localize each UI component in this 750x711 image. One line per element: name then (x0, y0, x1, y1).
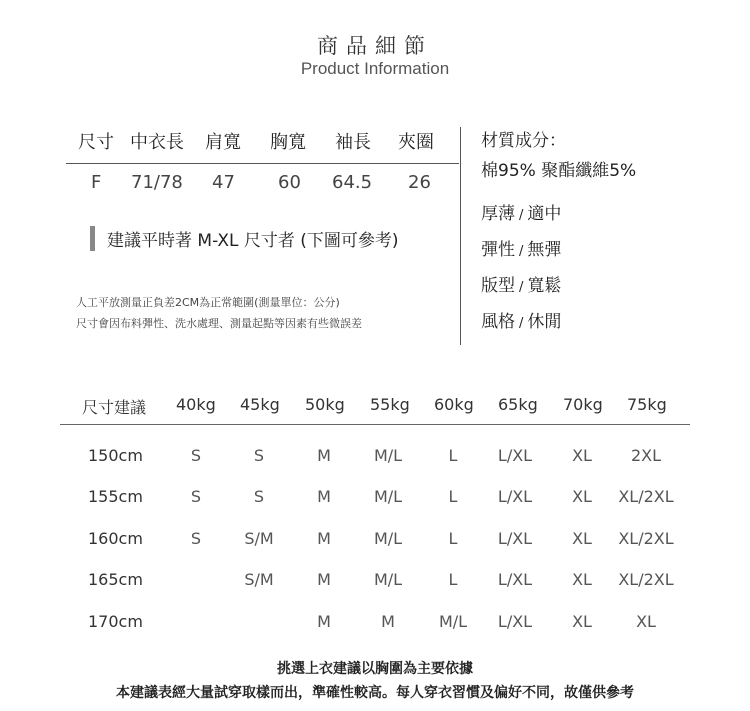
measure-val-sleeve: 64.5 (332, 172, 373, 193)
measure-val-shoulder: 47 (212, 172, 235, 193)
size-cell: L (448, 446, 458, 465)
size-header-70: 70kg (563, 395, 603, 414)
size-table-divider (60, 424, 690, 425)
measure-header-row (0, 128, 460, 156)
recommend-marker (90, 226, 95, 251)
size-cell: M (317, 446, 331, 465)
size-cell: L (448, 487, 458, 506)
attr-elasticity: 彈性 / 無彈 (481, 240, 562, 260)
size-cell: XL (636, 612, 656, 631)
size-row-height: 170cm (88, 612, 143, 631)
size-cell: L/XL (497, 612, 533, 631)
size-cell: 2XL (630, 446, 662, 465)
size-row-height: 150cm (88, 446, 143, 465)
measure-col-size: 尺寸 (78, 132, 114, 153)
measure-val-length: 71/78 (131, 172, 183, 193)
size-cell: L (448, 529, 458, 548)
measure-note-1: 人工平放測量正負差2CM為正常範圍(測量單位：公分) (76, 296, 340, 309)
size-cell: XL (572, 612, 592, 631)
size-cell: M (317, 529, 331, 548)
size-cell: L/XL (497, 570, 533, 589)
size-cell: XL (572, 487, 592, 506)
measure-val-armhole: 26 (408, 172, 431, 193)
attr-elasticity-value: 無彈 (527, 240, 562, 260)
attr-thickness-label: 厚薄 (481, 204, 515, 224)
table-row (0, 529, 750, 551)
section-divider (460, 127, 461, 345)
table-row (0, 446, 750, 468)
attr-thickness: 厚薄 / 適中 (481, 204, 562, 224)
size-cell: M (317, 612, 331, 631)
size-cell: L (448, 570, 458, 589)
size-header-60: 60kg (434, 395, 474, 414)
measure-val-size: F (91, 172, 102, 193)
size-cell: S (190, 446, 202, 465)
size-cell: XL/2XL (618, 487, 674, 506)
measure-col-sleeve: 袖長 (335, 132, 371, 153)
attr-style-value: 休閒 (527, 312, 562, 332)
size-header-45: 45kg (240, 395, 280, 414)
size-header-50: 50kg (305, 395, 345, 414)
size-header-label: 尺寸建議 (82, 398, 147, 417)
size-cell: M (381, 612, 395, 631)
size-table-header (0, 395, 750, 419)
material-label: 材質成分： (481, 131, 566, 151)
attr-style-label: 風格 (481, 312, 515, 332)
size-row-height: 165cm (88, 570, 143, 589)
size-cell: M/L (373, 487, 403, 506)
size-row-height: 155cm (88, 487, 143, 506)
measure-value-row (0, 172, 460, 198)
measure-col-armhole: 夾圈 (398, 132, 434, 153)
measure-col-length: 中衣長 (130, 132, 184, 153)
size-cell: S (253, 487, 265, 506)
attr-elasticity-label: 彈性 (481, 240, 515, 260)
size-cell: M/L (373, 570, 403, 589)
size-cell: L/XL (497, 529, 533, 548)
table-row (0, 487, 750, 509)
footer-line-2: 本建議表經大量試穿取樣而出，準確性較高。每人穿衣習慣及偏好不同，故僅供參考 (116, 685, 634, 701)
size-cell: XL/2XL (618, 570, 674, 589)
size-header-40: 40kg (176, 395, 216, 414)
attr-thickness-value: 適中 (527, 204, 562, 224)
size-cell: L/XL (497, 487, 533, 506)
size-cell: M (317, 570, 331, 589)
page-title: 商品細節 (317, 34, 433, 58)
size-cell: XL (572, 446, 592, 465)
attr-fit: 版型 / 寬鬆 (481, 276, 562, 296)
attr-fit-value: 寬鬆 (527, 276, 562, 296)
size-cell: XL/2XL (618, 529, 674, 548)
size-header-75: 75kg (627, 395, 667, 414)
measure-val-chest: 60 (278, 172, 301, 193)
size-cell: M/L (373, 446, 403, 465)
size-cell: S (253, 446, 265, 465)
size-cell: XL (572, 570, 592, 589)
attr-fit-label: 版型 (481, 276, 515, 296)
page-subtitle: Product Information (300, 59, 450, 78)
footer-line-1: 挑選上衣建議以胸圍為主要依據 (277, 661, 473, 677)
recommend-text: 建議平時著 M-XL 尺寸者 (下圖可參考) (107, 231, 399, 251)
size-cell: XL (572, 529, 592, 548)
measure-col-chest: 胸寬 (270, 132, 306, 153)
size-cell: S/M (244, 570, 274, 589)
size-cell: S (190, 529, 202, 548)
table-row (0, 570, 750, 592)
measure-note-2: 尺寸會因布料彈性、洗水處理、測量起點等因素有些微誤差 (76, 317, 362, 330)
material-value: 棉95% 聚酯纖維5% (481, 161, 637, 181)
table-row (0, 612, 750, 634)
size-header-55: 55kg (370, 395, 410, 414)
size-header-65: 65kg (498, 395, 538, 414)
size-cell: M/L (373, 529, 403, 548)
size-cell: M/L (438, 612, 468, 631)
attr-style: 風格 / 休閒 (481, 312, 562, 332)
measure-col-shoulder: 肩寬 (205, 132, 241, 153)
size-cell: S/M (244, 529, 274, 548)
size-cell: L/XL (497, 446, 533, 465)
size-row-height: 160cm (88, 529, 143, 548)
size-cell: M (317, 487, 331, 506)
measure-divider (66, 163, 459, 164)
size-cell: S (190, 487, 202, 506)
